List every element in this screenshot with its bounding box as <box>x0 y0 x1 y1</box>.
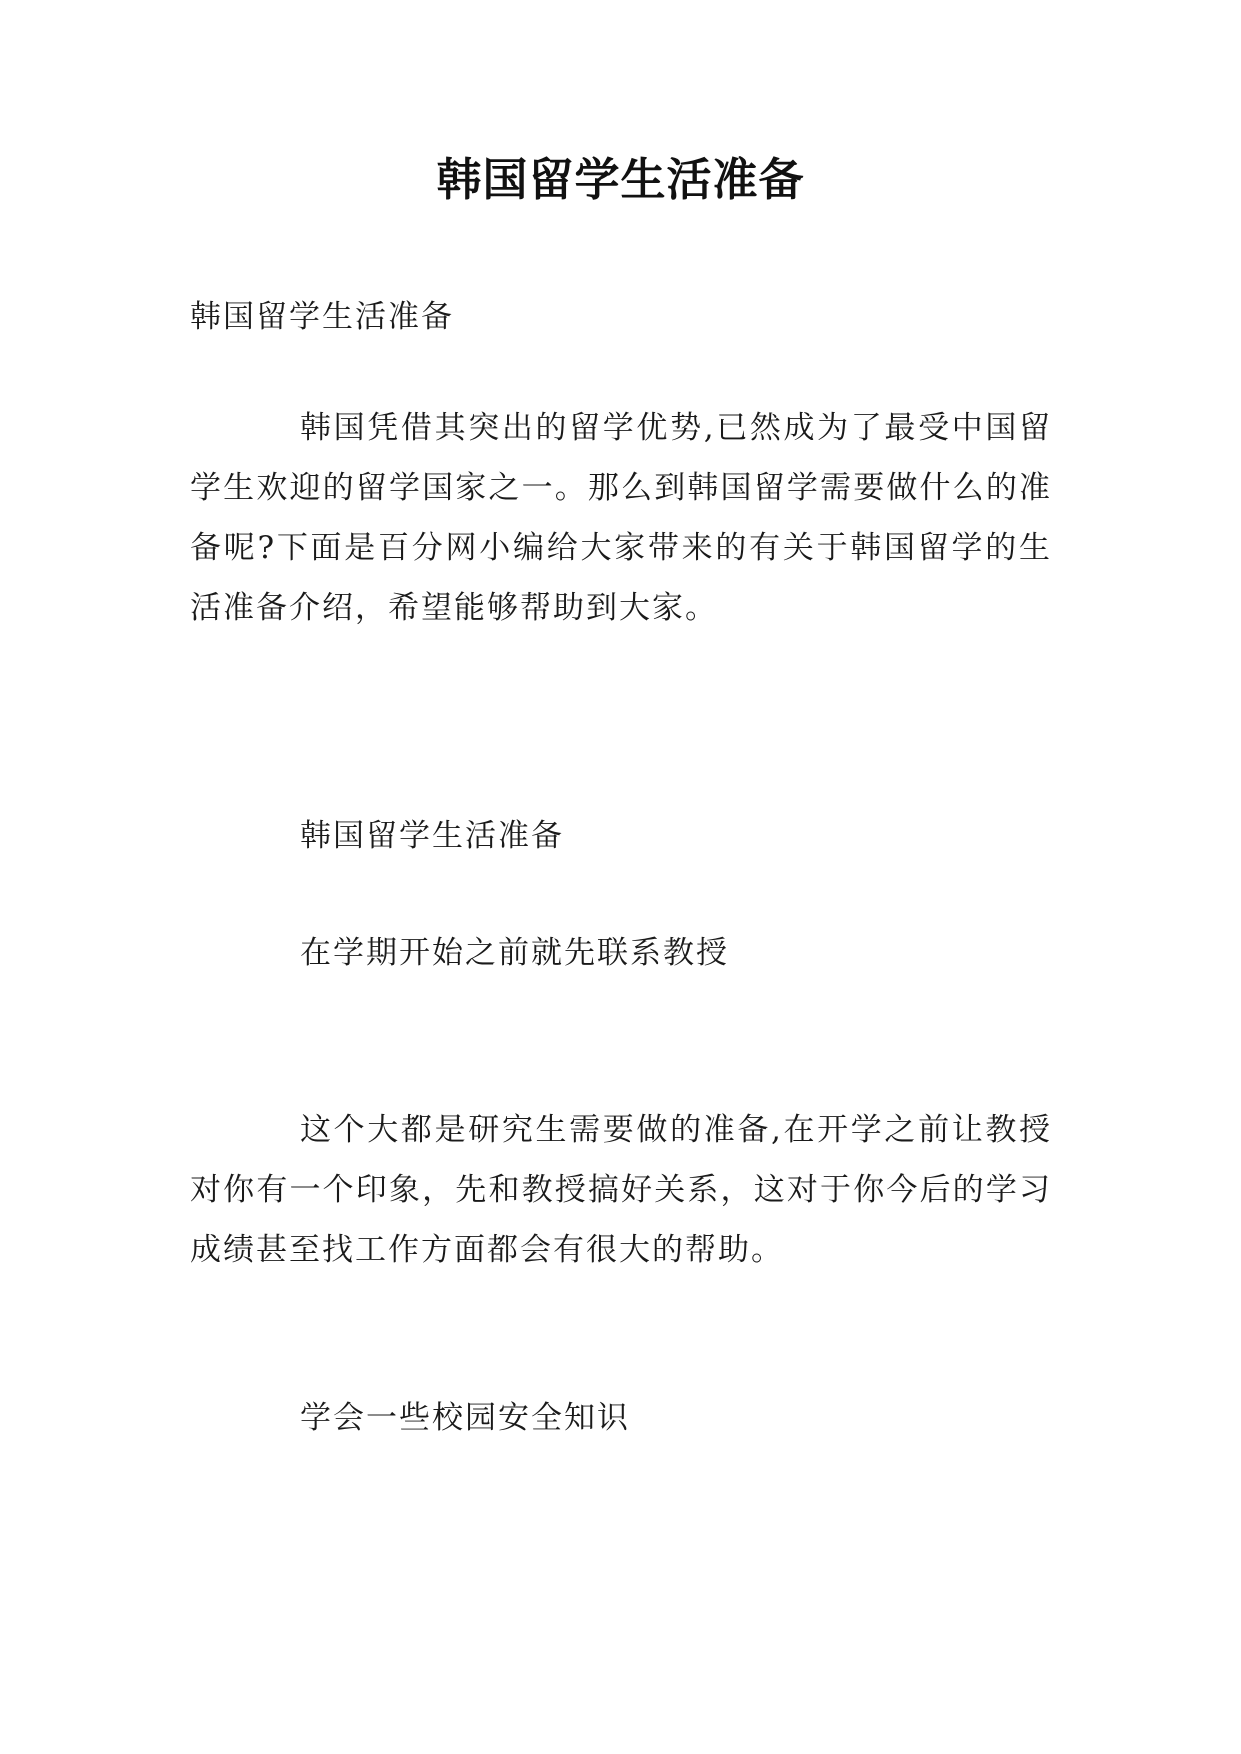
section-heading: 韩国留学生活准备 <box>300 818 564 854</box>
intro-paragraph: 韩国凭借其突出的留学优势,已然成为了最受中国留学生欢迎的留学国家之一。那么到韩国留学需要做什么的准备呢?下面是百分网小编给大家带来的有关于韩国留学的生活准备介绍，希望能够帮助到大家。 <box>190 410 1052 626</box>
item1-body: 这个大都是研究生需要做的准备,在开学之前让教授对你有一个印象，先和教授搞好关系，这对于你今后的学习成绩甚至找工作方面都会有很大的帮助。 <box>190 1112 1052 1268</box>
document-subtitle: 韩国留学生活准备 <box>190 299 454 335</box>
document-title: 韩国留学生活准备 <box>436 153 805 206</box>
item1-heading: 在学期开始之前就先联系教授 <box>300 935 729 971</box>
item2-heading: 学会一些校园安全知识 <box>300 1400 630 1436</box>
